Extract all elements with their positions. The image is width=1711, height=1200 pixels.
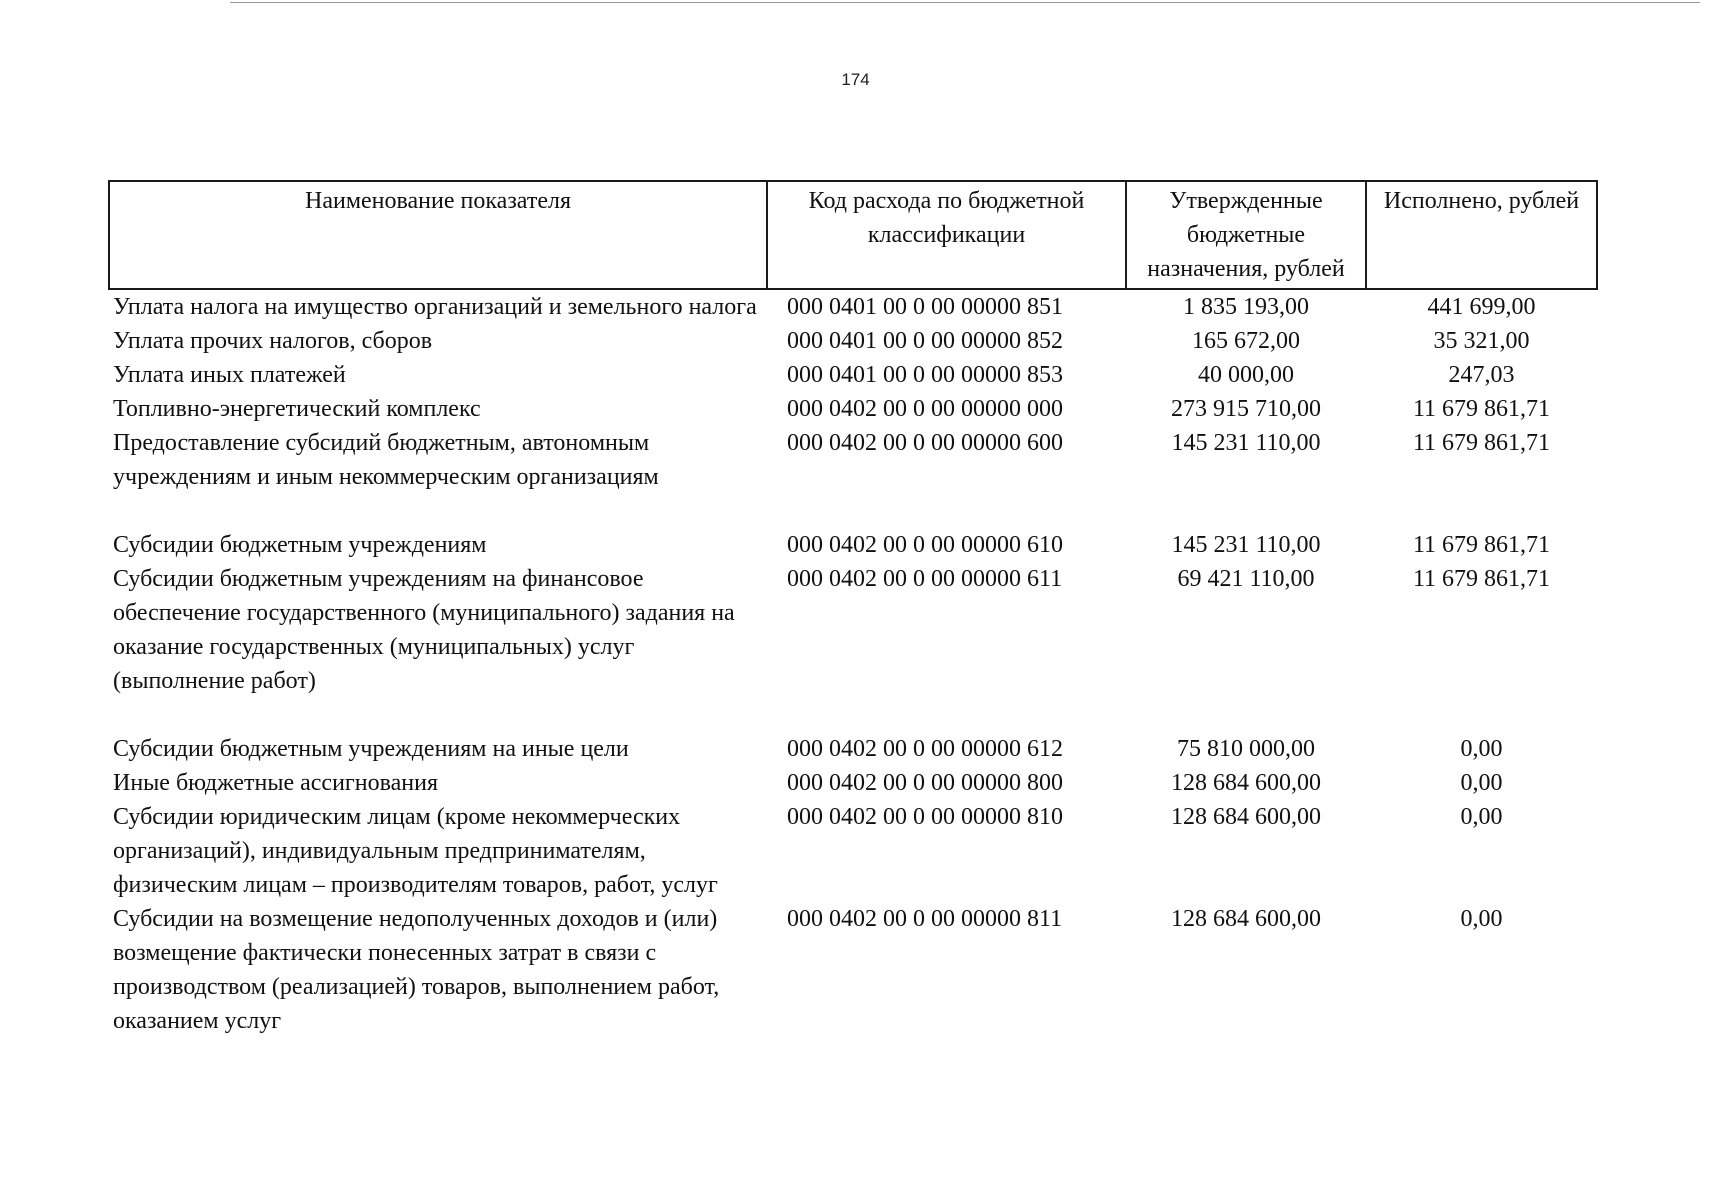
row-done: 35 321,00 bbox=[1433, 328, 1530, 354]
row-code: 000 0402 00 0 00 00000 600 bbox=[787, 430, 1063, 456]
row-plan: 145 231 110,00 bbox=[1171, 430, 1321, 456]
row-name: Уплата прочих налогов, сборов bbox=[113, 328, 433, 354]
page-number: 174 bbox=[841, 70, 870, 89]
table-row bbox=[109, 562, 1597, 732]
row-done: 0,00 bbox=[1460, 804, 1503, 830]
header-code: Код расхода по бюджетной классификации bbox=[767, 181, 1126, 289]
row-done: 11 679 861,71 bbox=[1412, 566, 1551, 592]
row-code: 000 0402 00 0 00 00000 811 bbox=[787, 906, 1063, 932]
row-plan: 69 421 110,00 bbox=[1177, 566, 1315, 592]
header-plan: Утвержденные бюджетные назначения, рублей bbox=[1126, 181, 1366, 289]
table-row bbox=[109, 358, 1597, 392]
row-code: 000 0402 00 0 00 00000 611 bbox=[787, 566, 1063, 592]
row-done: 0,00 bbox=[1460, 906, 1503, 932]
table-body bbox=[109, 289, 1597, 1038]
row-name: Субсидии бюджетным учреждениям на иные цели bbox=[113, 736, 629, 762]
row-code: 000 0402 00 0 00 00000 810 bbox=[787, 804, 1063, 830]
table-header bbox=[109, 181, 1597, 289]
header-name: Наименование показателя bbox=[109, 181, 767, 289]
row-plan: 128 684 600,00 bbox=[1171, 906, 1321, 932]
row-name: Уплата налога на имущество организаций и земельного налога bbox=[113, 294, 757, 320]
row-done: 247,03 bbox=[1448, 362, 1515, 388]
row-name: Субсидии бюджетным учреждениям bbox=[113, 532, 487, 558]
row-done: 11 679 861,71 bbox=[1412, 430, 1551, 456]
row-plan: 75 810 000,00 bbox=[1177, 736, 1315, 762]
row-plan: 165 672,00 bbox=[1192, 328, 1300, 354]
row-name: Субсидии бюджетным учреждениям на финансовое обеспечение государственного (муниципального) задания на оказание государственных (муниципальных) услуг (выполнение работ) bbox=[113, 566, 735, 694]
table-row bbox=[109, 528, 1597, 562]
row-name: Субсидии на возмещение недополученных доходов и (или) возмещение фактически понесенных затрат в связи с производством (реализацией) товаров, выполнением работ, оказанием услуг bbox=[113, 906, 720, 1034]
row-code: 000 0402 00 0 00 00000 000 bbox=[787, 396, 1063, 422]
table-row bbox=[109, 800, 1597, 902]
row-done: 11 679 861,71 bbox=[1412, 532, 1551, 558]
row-code: 000 0402 00 0 00 00000 610 bbox=[787, 532, 1063, 558]
row-done: 441 699,00 bbox=[1427, 294, 1536, 320]
table-row bbox=[109, 902, 1597, 1038]
row-plan: 273 915 710,00 bbox=[1171, 396, 1321, 422]
table-row bbox=[109, 392, 1597, 426]
table-row bbox=[109, 289, 1597, 324]
row-name: Субсидии юридическим лицам (кроме некоммерческих организаций), индивидуальным предпринимателям, физическим лицам – производителям товаров, работ, услуг bbox=[113, 804, 718, 898]
row-done: 0,00 bbox=[1460, 770, 1503, 796]
row-code: 000 0401 00 0 00 00000 853 bbox=[787, 362, 1063, 388]
row-plan: 128 684 600,00 bbox=[1171, 770, 1321, 796]
table-row bbox=[109, 766, 1597, 800]
table-row bbox=[109, 324, 1597, 358]
row-name: Иные бюджетные ассигнования bbox=[113, 770, 438, 796]
header-done: Исполнено, рублей bbox=[1366, 181, 1597, 289]
row-done: 11 679 861,71 bbox=[1412, 396, 1551, 422]
row-name: Уплата иных платежей bbox=[113, 362, 346, 388]
row-done: 0,00 bbox=[1460, 736, 1503, 762]
row-code: 000 0401 00 0 00 00000 851 bbox=[787, 294, 1063, 320]
row-name: Предоставление субсидий бюджетным, автономным учреждениям и иным некоммерческим организациям bbox=[113, 430, 659, 490]
scan-edge-line bbox=[230, 2, 1700, 3]
row-plan: 1 835 193,00 bbox=[1183, 294, 1309, 320]
row-plan: 40 000,00 bbox=[1198, 362, 1294, 388]
row-code: 000 0402 00 0 00 00000 612 bbox=[787, 736, 1063, 762]
row-name: Топливно-энергетический комплекс bbox=[113, 396, 481, 422]
row-code: 000 0402 00 0 00 00000 800 bbox=[787, 770, 1063, 796]
row-plan: 128 684 600,00 bbox=[1171, 804, 1321, 830]
row-code: 000 0401 00 0 00 00000 852 bbox=[787, 328, 1063, 354]
header-row bbox=[109, 181, 1597, 289]
budget-table bbox=[108, 180, 1598, 1038]
row-plan: 145 231 110,00 bbox=[1171, 532, 1321, 558]
table-row bbox=[109, 732, 1597, 766]
table-row bbox=[109, 426, 1597, 528]
